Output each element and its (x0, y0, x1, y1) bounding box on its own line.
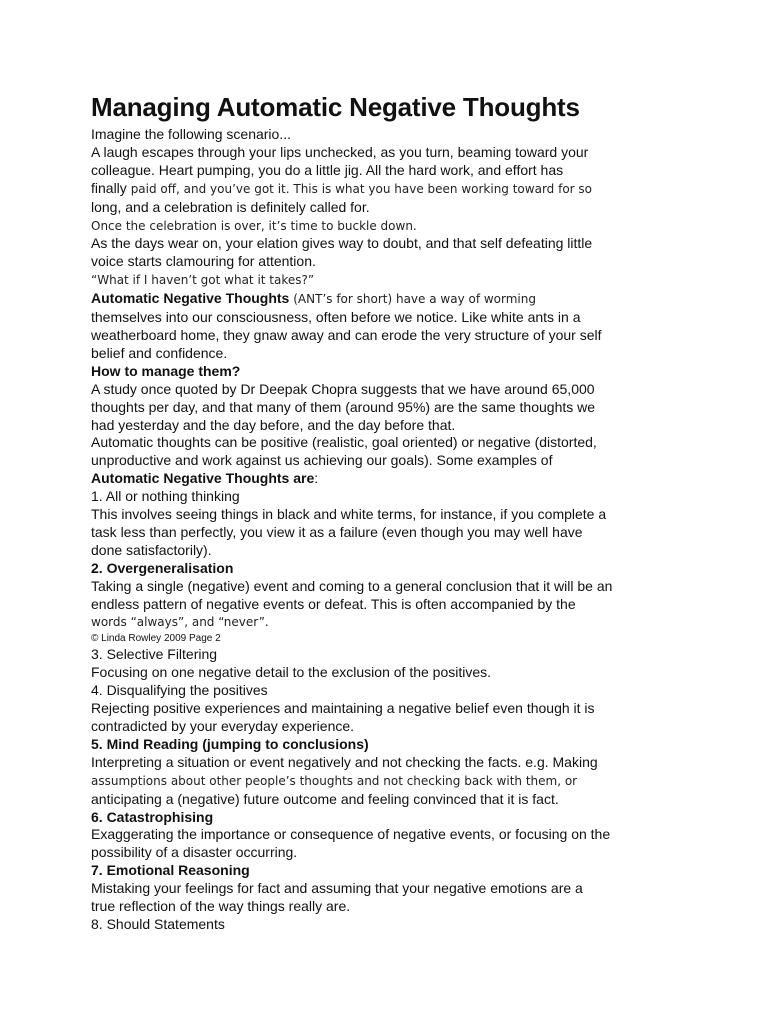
text-segment: © Linda Rowley 2009 Page 2 (91, 633, 221, 645)
text-line (91, 791, 691, 809)
document-page (91, 92, 691, 934)
text-segment: words “always”, and “never”. (91, 615, 269, 630)
text-segment: (ANT’s for short) have a way of worming (293, 292, 536, 307)
text-segment: Interpreting a situation or event negatively and not checking the facts. e.g. Making (91, 753, 598, 770)
text-segment: Exaggerating the importance or consequence of negative events, or focusing on the (91, 826, 611, 843)
text-segment: 1. All or nothing thinking (91, 488, 240, 505)
text-segment: A study once quoted by Dr Deepak Chopra suggests that we have around 65,000 (91, 380, 595, 397)
text-segment: possibility of a disaster occurring. (91, 844, 298, 861)
document-body (91, 126, 691, 934)
text-segment: Mistaking your feelings for fact and assuming that your negative emotions are a (91, 880, 583, 897)
text-segment: finally (91, 179, 131, 196)
text-segment: 8. Should Statements (91, 915, 225, 932)
text-segment: paid off, and you’ve got it. This is what you have been working toward for so (130, 181, 593, 196)
text-line (91, 271, 691, 290)
text-segment: task less than perfectly, you view it as a failure (even though you may well have (91, 523, 583, 540)
text-segment: themselves into our consciousness, often before we notice. Like white ants in a (91, 309, 581, 326)
text-line (91, 632, 691, 646)
text-line (91, 470, 691, 488)
text-segment: Taking a single (negative) event and coming to a general conclusion that it will be an (91, 577, 613, 594)
text-segment: thoughts per day, and that many of them (around 95%) are the same thoughts we (91, 398, 596, 415)
text-segment: : (314, 470, 319, 487)
text-line (91, 434, 691, 452)
text-line (91, 754, 691, 772)
text-line (91, 596, 691, 614)
text-line (91, 126, 691, 144)
bold-text-segment: Automatic Negative Thoughts (91, 290, 290, 307)
text-line (91, 524, 691, 542)
text-segment: As the days wear on, your elation gives way to doubt, and that self defeating little (91, 235, 593, 252)
text-line (91, 664, 691, 682)
document-title: Managing Automatic Negative Thoughts (91, 92, 580, 122)
text-segment: weatherboard home, they gnaw away and can erode the very structure of your self (91, 326, 602, 343)
text-segment: Once the celebration is over, it’s time to buckle down. (91, 218, 417, 233)
text-line (91, 327, 691, 345)
text-line (91, 290, 691, 309)
text-segment: Imagine the following scenario... (91, 126, 291, 142)
text-line (91, 898, 691, 916)
text-segment: unproductive and work against us achieving our goals). Some examples of (91, 452, 553, 469)
text-segment: voice starts clamouring for attention. (91, 253, 316, 270)
text-segment: 4. Disqualifying the positives (91, 682, 268, 699)
text-line (91, 253, 691, 271)
text-segment: Rejecting positive experiences and maintaining a negative belief even though it is (91, 700, 595, 717)
text-line (91, 700, 691, 718)
text-line (91, 682, 691, 700)
text-line (91, 613, 691, 632)
text-segment: assumptions about other people’s thoughts and not checking back with them, or (91, 773, 578, 788)
text-segment: colleague. Heart pumping, you do a little jig. All the hard work, and effort has (91, 161, 564, 178)
text-segment: “What if I haven’t got what it takes?” (91, 273, 315, 288)
text-line (91, 452, 691, 470)
text-line (91, 488, 691, 506)
text-segment: had yesterday and the day before, and the day before that. (91, 416, 456, 433)
bold-text-segment: How to manage them? (91, 362, 241, 379)
text-line (91, 399, 691, 417)
text-line (91, 880, 691, 898)
text-segment: anticipating a (negative) future outcome and feeling convinced that it is fact. (91, 790, 559, 807)
text-segment: belief and confidence. (91, 344, 228, 361)
text-line (91, 309, 691, 327)
text-line (91, 862, 691, 880)
text-line (91, 772, 691, 791)
text-segment: Focusing on one negative detail to the exclusion of the positives. (91, 664, 492, 681)
text-line (91, 235, 691, 253)
text-line (91, 363, 691, 381)
text-segment: long, and a celebration is definitely called for. (91, 198, 370, 215)
text-line (91, 916, 691, 934)
text-line (91, 199, 691, 217)
text-segment: contradicted by your everyday experience. (91, 718, 355, 734)
text-line (91, 144, 691, 162)
text-line (91, 578, 691, 596)
text-segment: This involves seeing things in black and white terms, for instance, if you complete a (91, 506, 607, 523)
bold-text-segment: 7. Emotional Reasoning (91, 862, 250, 879)
text-segment: true reflection of the way things really are. (91, 898, 351, 915)
text-segment: done satisfactorily). (91, 541, 212, 558)
text-line (91, 560, 691, 578)
text-segment: endless pattern of negative events or defeat. This is often accompanied by the (91, 595, 576, 612)
bold-text-segment: 6. Catastrophising (91, 808, 214, 825)
text-line (91, 809, 691, 827)
bold-text-segment: 2. Overgeneralisation (91, 559, 234, 576)
text-line (91, 180, 691, 199)
bold-text-segment: 5. Mind Reading (jumping to conclusions) (91, 735, 369, 752)
text-line (91, 162, 691, 180)
text-line (91, 417, 691, 435)
text-line (91, 718, 691, 736)
text-line (91, 381, 691, 399)
text-line (91, 826, 691, 844)
text-segment: A laugh escapes through your lips unchecked, as you turn, beaming toward your (91, 143, 589, 160)
bold-text-segment: Automatic Negative Thoughts are (91, 470, 315, 487)
text-line (91, 506, 691, 524)
text-line (91, 345, 691, 363)
text-line (91, 646, 691, 664)
text-line (91, 217, 691, 236)
text-line (91, 542, 691, 560)
text-line (91, 844, 691, 862)
text-segment: Automatic thoughts can be positive (realistic, goal oriented) or negative (distorted, (91, 434, 597, 451)
text-segment: 3. Selective Filtering (91, 646, 218, 663)
text-line (91, 736, 691, 754)
